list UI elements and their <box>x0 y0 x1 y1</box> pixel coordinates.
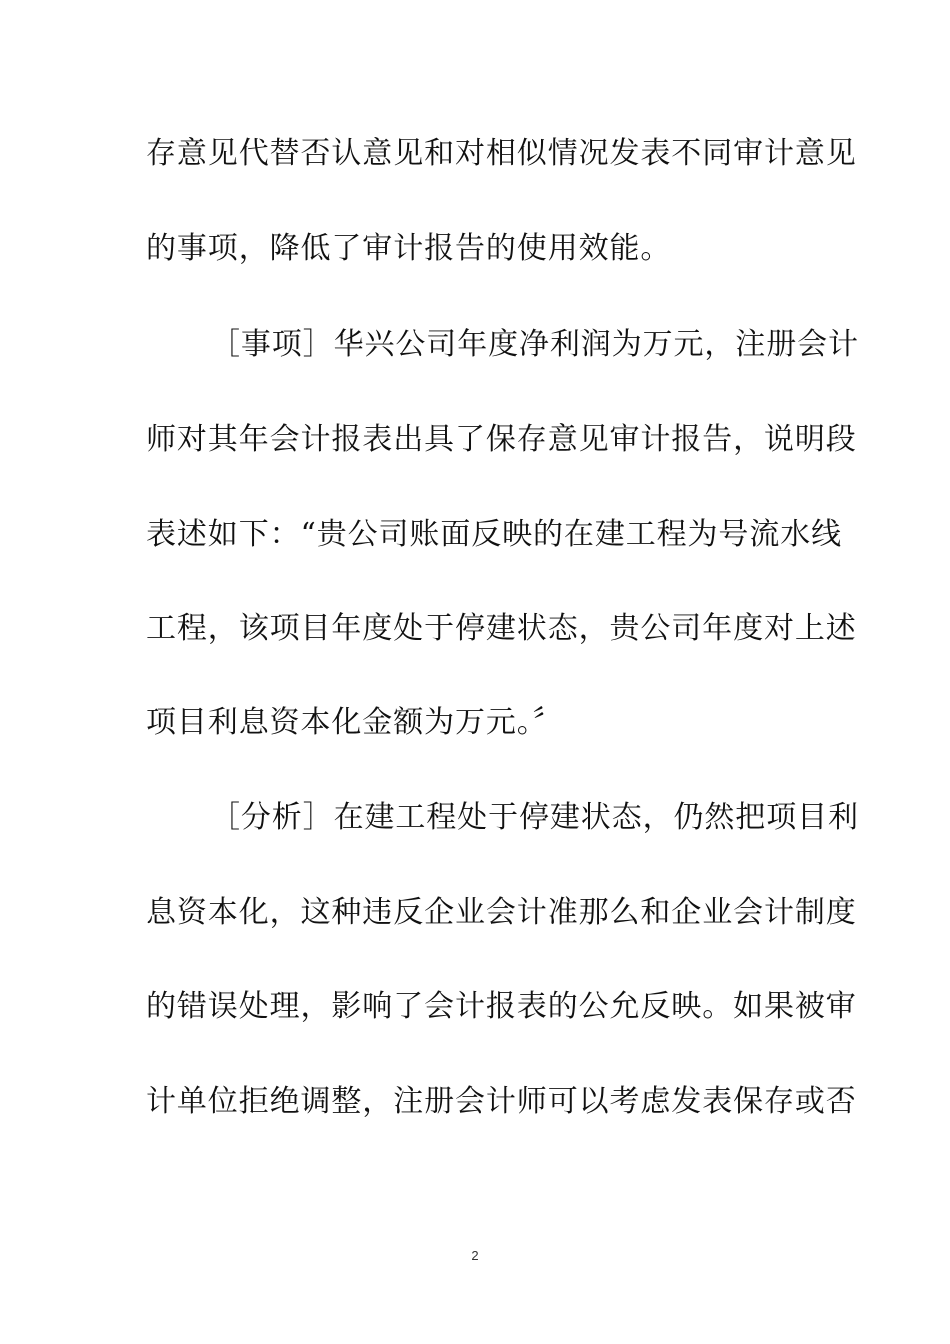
text-line-2: 的事项，降低了审计报告的使用效能。 <box>146 231 672 266</box>
text-line-4: 师对其年会计报表出具了保存意见审计报告，说明段 <box>146 422 857 457</box>
text-line-11: 计单位拒绝调整，注册会计师可以考虑发表保存或否 <box>146 1084 857 1119</box>
text-line-6: 工程，该项目年度处于停建状态，贵公司年度对上述 <box>146 611 857 646</box>
text-line-3: ［事项］华兴公司年度净利润为万元，注册会计 <box>210 327 859 362</box>
text-line-7: 项目利息资本化金额为万元。〞 <box>146 705 564 740</box>
text-line-8: ［分析］在建工程处于停建状态，仍然把项目利 <box>210 800 859 835</box>
text-line-10: 的错误处理，影响了会计报表的公允反映。如果被审 <box>146 989 857 1024</box>
text-line-9: 息资本化，这种违反企业会计准那么和企业会计制度 <box>146 895 857 930</box>
page-number: 2 <box>471 1248 479 1263</box>
text-line-1: 存意见代替否认意见和对相似情况发表不同审计意见 <box>146 136 857 171</box>
text-line-5: 表述如下：“贵公司账面反映的在建工程为号流水线 <box>146 517 843 552</box>
